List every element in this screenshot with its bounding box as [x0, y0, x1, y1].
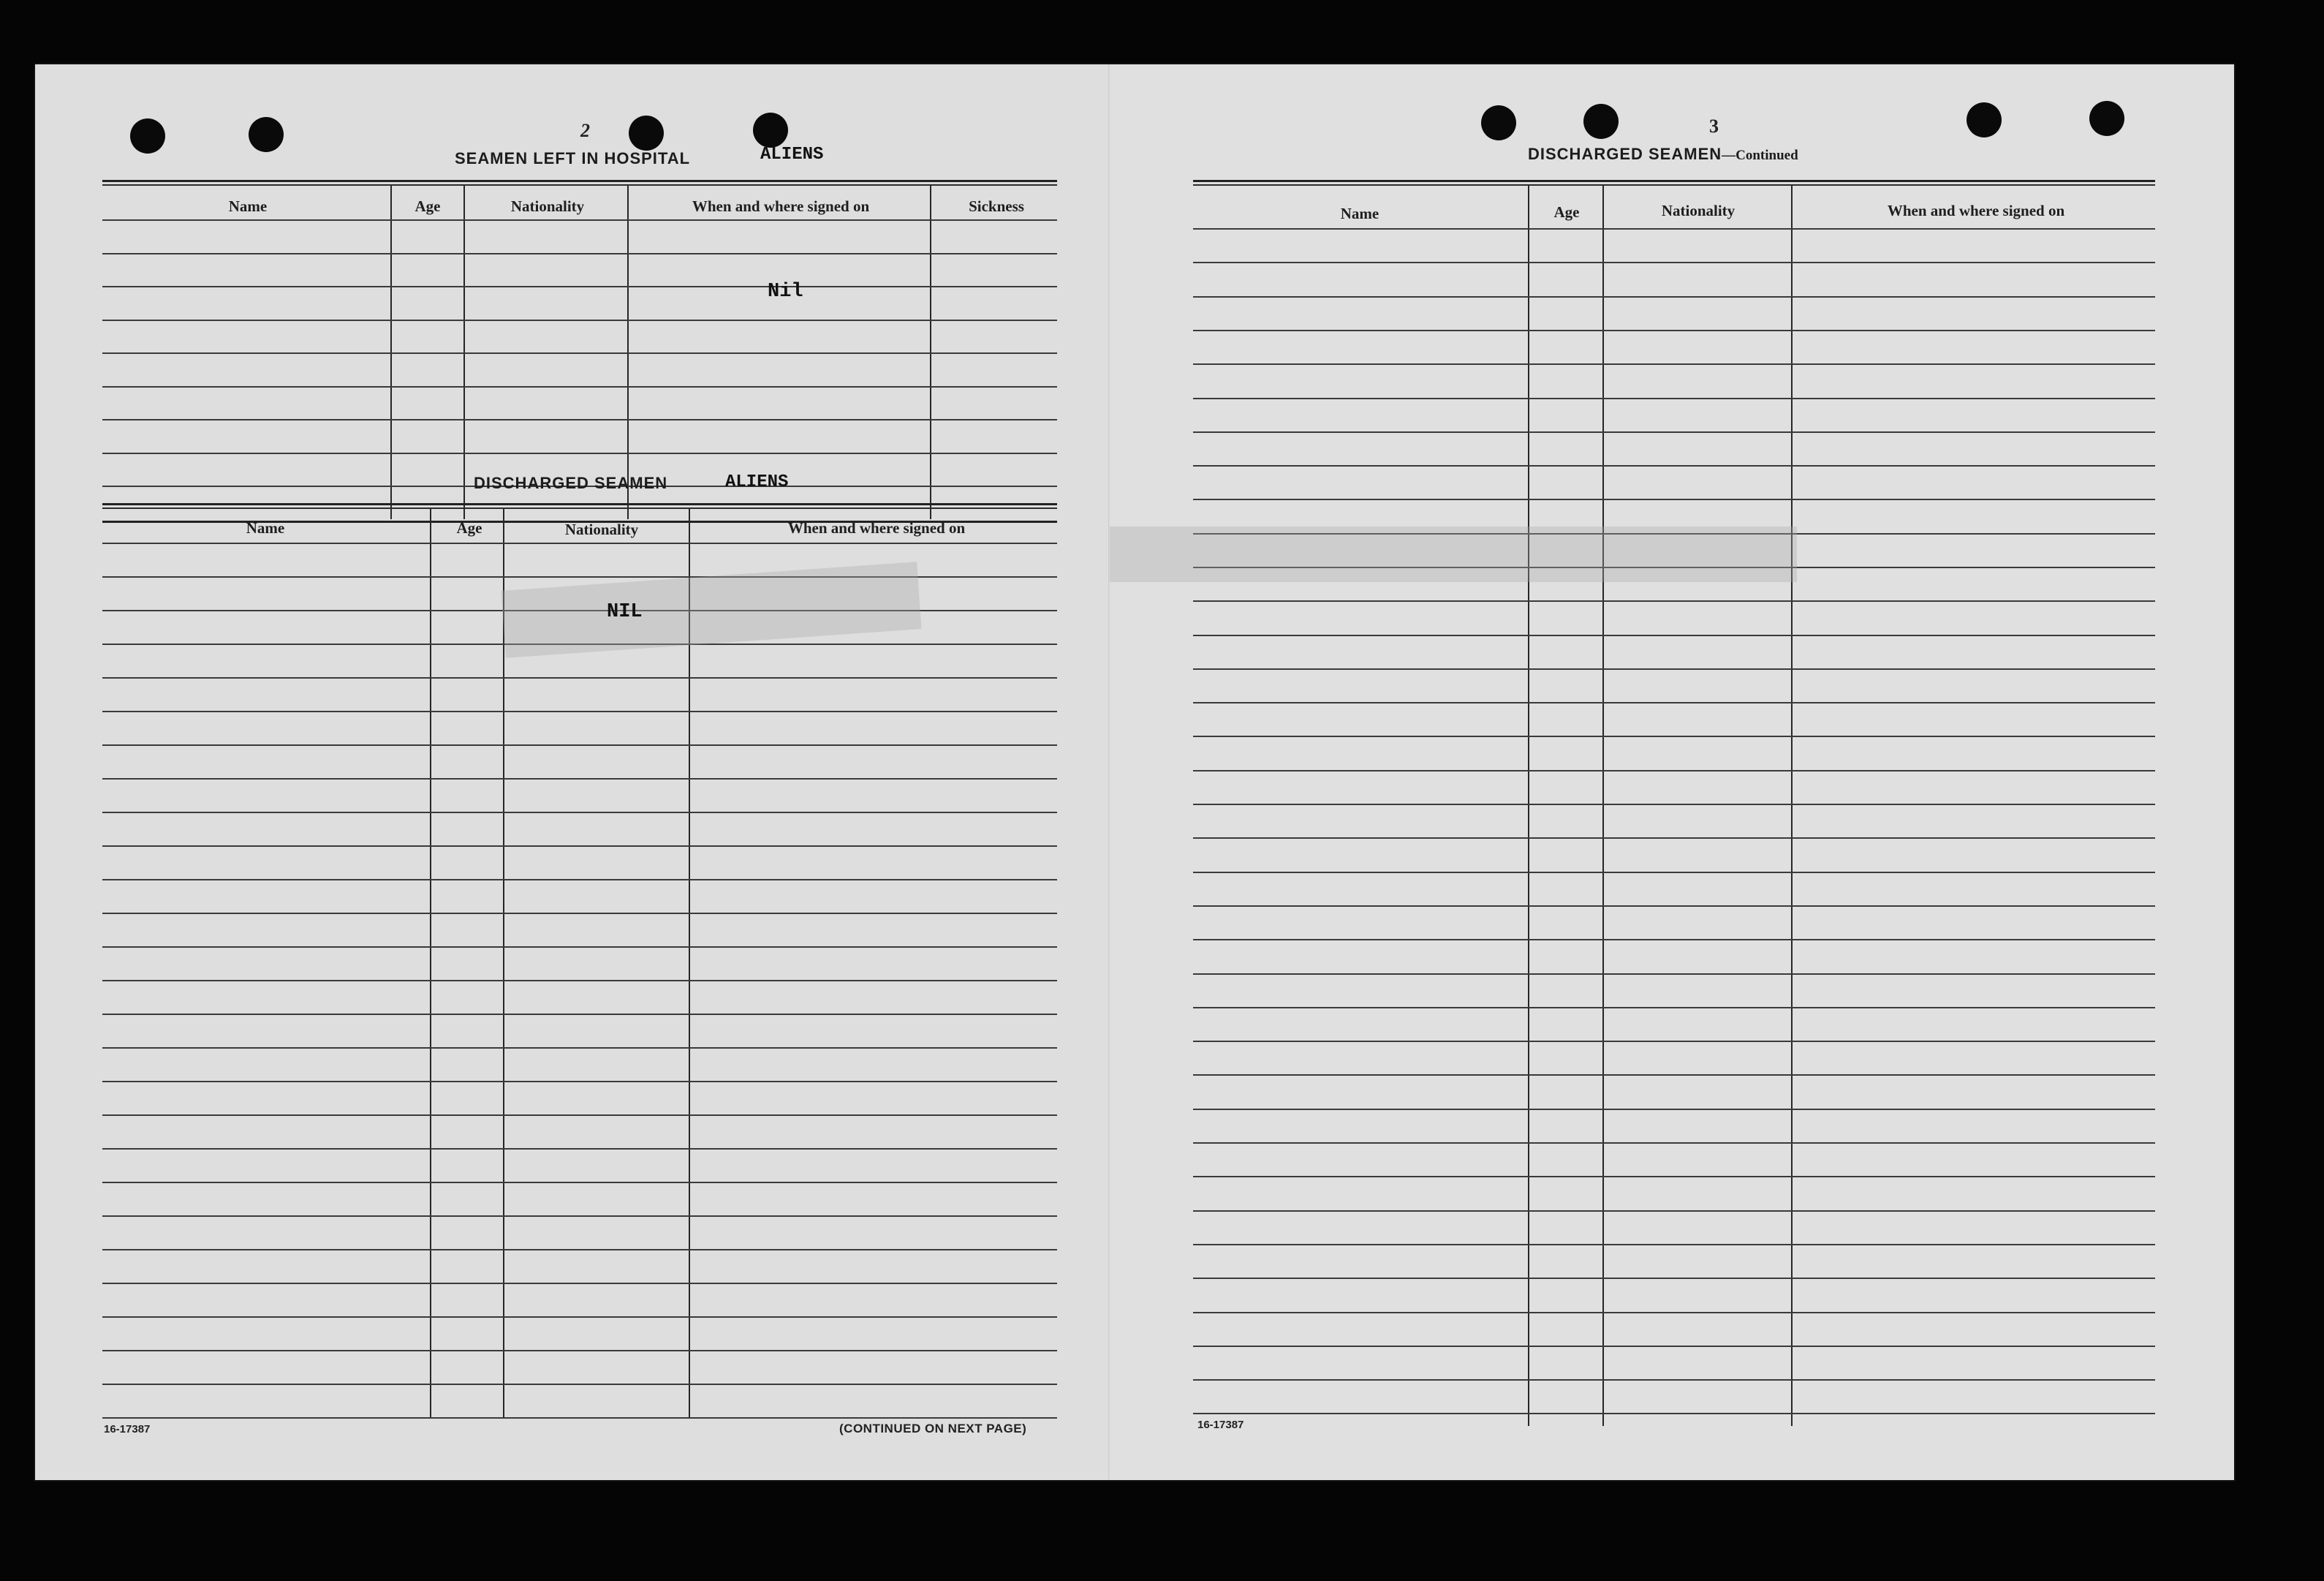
hospital-typed-entry: Nil	[768, 281, 803, 303]
table-rule-line	[1193, 1007, 2155, 1008]
table-rule-line	[102, 253, 1057, 254]
column-header-age: Age	[1553, 203, 1580, 221]
table-rule-line	[1193, 973, 2155, 975]
document-scan	[35, 64, 2234, 1480]
table-rule-line	[102, 812, 1057, 813]
column-divider	[1528, 186, 1529, 1426]
column-header-name: Name	[228, 197, 268, 215]
column-header-sickness: Sickness	[969, 197, 1024, 215]
table-rule-line	[102, 543, 1057, 544]
hospital-typed-label: ALIENS	[760, 145, 824, 165]
table-top-rule	[102, 503, 1057, 505]
table-rule-line	[1193, 1312, 2155, 1313]
punch-hole-icon	[249, 117, 284, 152]
table-rule-line	[102, 879, 1057, 880]
column-header-name: Name	[1340, 205, 1379, 222]
table-rule-line	[1193, 1379, 2155, 1381]
table-rule-line	[1193, 905, 2155, 907]
table-rule-line	[102, 946, 1057, 948]
punch-hole-icon	[1481, 105, 1516, 140]
continued-note: (CONTINUED ON NEXT PAGE)	[839, 1422, 1027, 1435]
table-rule-line	[102, 1350, 1057, 1351]
punch-hole-icon	[629, 116, 664, 151]
discharged-section-title: DISCHARGED SEAMEN	[474, 474, 668, 492]
form-number: 16-17387	[104, 1423, 151, 1435]
table-rule-line	[1193, 1413, 2155, 1414]
table-rule-line	[1193, 228, 2155, 230]
table-rule-line	[102, 1182, 1057, 1183]
table-rule-line	[102, 913, 1057, 914]
section-title-main: DISCHARGED SEAMEN	[1528, 145, 1722, 163]
column-header-age: Age	[456, 519, 482, 537]
form-number: 16-17387	[1197, 1419, 1244, 1431]
table-rule-line	[1193, 837, 2155, 839]
column-header-signed-on: When and where signed on	[692, 197, 870, 215]
table-rule-line	[102, 219, 1057, 221]
table-rule-line	[102, 744, 1057, 746]
column-divider	[430, 509, 431, 1417]
table-rule-line	[1193, 1109, 2155, 1110]
hospital-section-title: SEAMEN LEFT IN HOSPITAL	[455, 149, 691, 167]
discharged-typed-entry: NIL	[607, 601, 643, 623]
right-page	[1110, 64, 2234, 1480]
table-rule-line	[102, 1417, 1057, 1419]
table-rule-line	[1193, 1278, 2155, 1279]
table-rule-line	[102, 1215, 1057, 1217]
table-rule-line	[1193, 1210, 2155, 1212]
table-rule-line	[1193, 431, 2155, 433]
table-top-rule	[1193, 184, 2155, 186]
punch-hole-icon	[2089, 101, 2124, 136]
table-rule-line	[1193, 872, 2155, 873]
table-rule-line	[1193, 1142, 2155, 1144]
table-top-rule	[102, 180, 1057, 182]
table-rule-line	[102, 386, 1057, 388]
table-rule-line	[1193, 668, 2155, 670]
table-rule-line	[1193, 1041, 2155, 1042]
table-top-rule	[102, 184, 1057, 186]
table-rule-line	[1193, 702, 2155, 703]
column-header-signed-on: When and where signed on	[1887, 202, 2065, 219]
table-rule-line	[1193, 736, 2155, 737]
table-rule-line	[1193, 499, 2155, 500]
table-rule-line	[1193, 1074, 2155, 1076]
table-rule-line	[102, 1316, 1057, 1318]
table-top-rule	[102, 507, 1057, 509]
table-rule-line	[1193, 939, 2155, 940]
column-header-age: Age	[415, 197, 441, 215]
table-rule-line	[1193, 363, 2155, 365]
table-rule-line	[1193, 635, 2155, 636]
punch-hole-icon	[1967, 102, 2002, 137]
table-rule-line	[102, 286, 1057, 287]
column-header-nationality: Nationality	[510, 197, 585, 215]
table-rule-line	[102, 320, 1057, 321]
table-rule-line	[1193, 330, 2155, 331]
table-rule-line	[102, 352, 1057, 354]
table-rule-line	[102, 711, 1057, 712]
table-rule-line	[102, 419, 1057, 420]
punch-hole-icon	[1583, 104, 1619, 139]
punch-hole-icon	[753, 113, 788, 148]
table-rule-line	[1193, 770, 2155, 771]
table-rule-line	[102, 778, 1057, 780]
page-number: 3	[1709, 116, 1719, 137]
column-divider	[1791, 186, 1793, 1426]
page-number: 2	[580, 120, 590, 141]
column-divider	[689, 509, 690, 1417]
table-rule-line	[102, 453, 1057, 454]
column-header-nationality: Nationality	[1661, 202, 1736, 219]
column-header-signed-on: When and where signed on	[787, 519, 966, 537]
table-rule-line	[102, 677, 1057, 679]
table-rule-line	[102, 1283, 1057, 1284]
table-rule-line	[1193, 600, 2155, 602]
left-page	[35, 64, 1110, 1480]
table-rule-line	[102, 1114, 1057, 1116]
table-rule-line	[102, 1047, 1057, 1049]
table-rule-line	[102, 1249, 1057, 1250]
column-divider	[1602, 186, 1604, 1426]
table-top-rule	[1193, 180, 2155, 182]
punch-hole-icon	[130, 118, 165, 154]
table-rule-line	[102, 1384, 1057, 1385]
table-rule-line	[102, 1148, 1057, 1150]
column-header-nationality: Nationality	[564, 521, 639, 538]
table-rule-line	[1193, 804, 2155, 805]
table-rule-line	[102, 980, 1057, 981]
table-rule-line	[1193, 1176, 2155, 1177]
table-rule-line	[102, 845, 1057, 847]
tape-overlay	[1110, 527, 1797, 582]
table-rule-line	[1193, 465, 2155, 467]
table-rule-line	[1193, 1346, 2155, 1347]
table-rule-line	[1193, 296, 2155, 298]
section-title-suffix: —Continued	[1722, 148, 1798, 163]
table-rule-line	[1193, 262, 2155, 263]
table-rule-line	[102, 1081, 1057, 1082]
table-rule-line	[1193, 1244, 2155, 1245]
table-rule-line	[102, 1014, 1057, 1015]
discharged-typed-label: ALIENS	[725, 472, 789, 492]
table-rule-line	[1193, 398, 2155, 399]
column-header-name: Name	[246, 519, 285, 537]
discharged-continued-title	[1528, 145, 1798, 164]
